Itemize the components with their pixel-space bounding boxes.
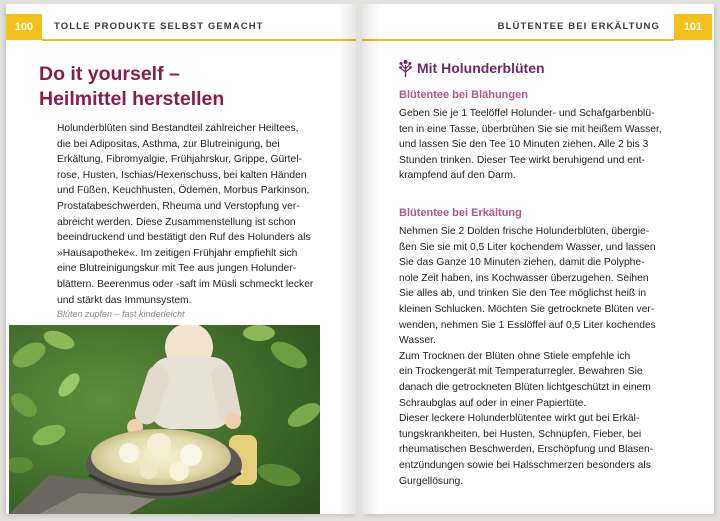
- page-title: [39, 62, 224, 112]
- right-page: [362, 4, 714, 514]
- left-page-header: [6, 14, 356, 40]
- left-page: [6, 4, 356, 514]
- subheading-erkaeltung: Blütentee bei Erkältung: [399, 207, 522, 219]
- body-erkaeltung: Nehmen Sie 2 Dolden frische Holunderblüten, übergie- ßen Sie sie mit 0,5 Liter kochendem Wasser, und lassen Sie das Ganze 10 Minuten ziehen, damit die Polyphe- nole Zeit haben, ins Kochwasser überzugehen. Seihen Sie alles ab, und trinken Sie den Tee möglichst heiß in kleinen Schlucken. Möchten Sie getrocknete Blüten ver- wenden, nehmen Sie 1 Esslöffel auf 0,5 Liter kochendes Wasser. Zum Trocknen der Blüten ohne Stiele empfehle ich ein Trockengerät mit Temperaturregler. Bewahren Sie danach die getrockneten Blüten lichtgeschützt in einem Schraubglas auf oder in einer Papiertüte. Dieser leckere Holunderblütentee wirkt gut bei Erkäl- tungskrankheiten, bei Husten, Schnupfen, Fieber, bei rheumatischen Beschwerden, Erschöpfung und Blasen- entzündungen sowie bei Halsschmerzen besonders als Gurgellösung.: [399, 226, 656, 487]
- right-running-header: BLÜTENTEE BEI ERKÄLTUNG: [497, 21, 660, 32]
- title-line-1: Do it yourself –: [39, 63, 180, 85]
- photo-caption: Blüten zupfen – fast kinderleicht: [57, 309, 185, 319]
- right-page-number: 101: [674, 14, 712, 40]
- section-heading: [399, 58, 545, 78]
- left-page-number: 100: [6, 14, 42, 40]
- left-header-rule: [42, 39, 356, 41]
- left-gutter-shadow: [338, 4, 356, 514]
- body-blaehungen: Geben Sie je 1 Teelöffel Holunder- und Schafgarbenblü- ten in eine Tasse, überbrühen Sie sie mit heißem Wasser, und lassen Sie den Tee 10 Minuten ziehen. Alle 2 bis 3 Stunden trinken. Dieser Tee wirkt beruhigend und ent- krampfend auf den Darm.: [399, 108, 662, 182]
- right-gutter-shadow: [362, 4, 380, 514]
- right-page-header: [362, 14, 712, 40]
- elderflower-icon: [399, 59, 412, 83]
- left-running-header: TOLLE PRODUKTE SELBST GEMACHT: [54, 21, 264, 32]
- section-heading-text: Mit Holunderblüten: [417, 60, 545, 76]
- left-body-text: Holunderblüten sind Bestandteil zahlreicher Heiltees, die bei Adipositas, Asthma, zur Blutreinigung, bei Erkältung, Fibromyalgie, Frühjahrskur, Grippe, Gürtel- rose, Husten, Ischias/Hexenschuss, bei kalten Händen und Füßen, Keuchhusten, Ödemen, Morbus Parkinson, Prostatabeschwerden, Rheuma und Verstopfung ver- abreicht werden. Diese Zusammenstellung ist schon beeindruckend und bestätigt den Ruf des Holunders als »Hausapotheke«. Im zeitigen Frühjahr empfiehlt sich eine Blutreinigungskur mit Tee aus jungen Holunder- blättern. Beerenmus oder -saft im Müsli schmeckt lecker und stärkt das Immunsystem.: [57, 123, 314, 306]
- title-line-2: Heilmittel herstellen: [39, 88, 225, 110]
- photo-illustration: [9, 325, 320, 514]
- photo-child-elderflowers: [9, 325, 320, 514]
- subheading-blaehungen: Blütentee bei Blähungen: [399, 89, 528, 101]
